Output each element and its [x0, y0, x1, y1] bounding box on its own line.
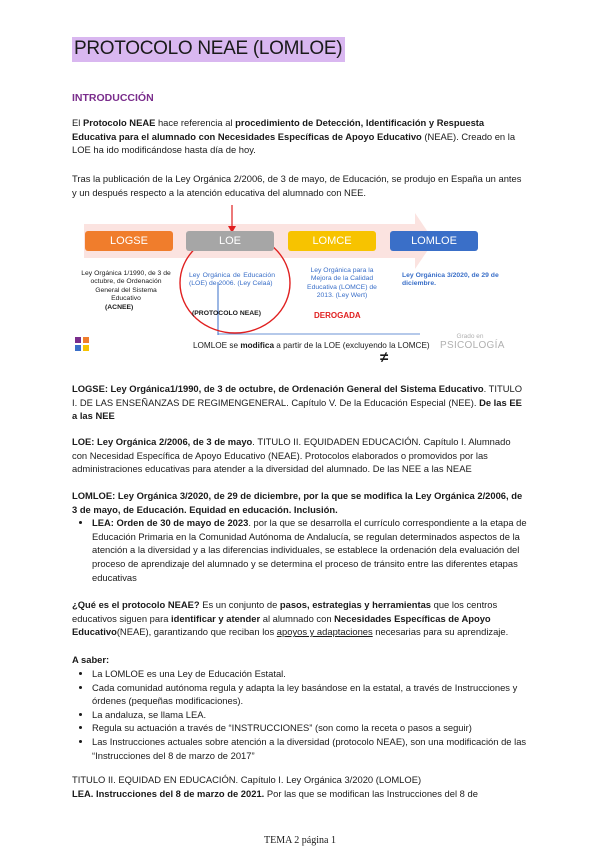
- law-box-loe: LOE: [186, 231, 274, 251]
- lomce-description: Ley Orgánica para la Mejora de la Calidad Educativa (LOMCE) de 2013. (Ley Wert): [307, 267, 377, 300]
- law-box-lomce: LOMCE: [288, 231, 376, 251]
- list-item: • Las Instrucciones actuales sobre atención a la diversidad (protocolo NEAE), son una modificación de las “Instrucciones del 8 de marzo de 2017”: [92, 735, 528, 762]
- lomloe-paragraph: LOMLOE: Ley Orgánica 3/2020, de 29 de diciembre, por la que se modifica la Ley Orgánica 2/2006, de 3 de mayo, de Educación. Equidad en educación. Inclusión. • LEA: Orden de 30 de mayo de 2023. por la que se desarrolla el currículo correspondiente a la etapa de Educación Primaria en la Comunidad Autónoma de Andalucía, se regulan determinados aspectos de la atención a la diversidad y a las diferencias individuales, se establece la ordenación dela evaluación del proceso de aprendizaje del alumnado y se determina el proceso de tránsito entre las diferentes etapas educativas: [72, 489, 528, 584]
- list-item: • Regula su actuación a través de “INSTRUCCIONES” (son como la receta o pasos a seguir): [92, 721, 528, 735]
- que-es-paragraph: ¿Qué es el protocolo NEAE? Es un conjunto de pasos, estrategias y herramientas que los centros educativos siguen para identificar y atender al alumnado con Necesidades Específicas de Apoyo Educativo(NEAE), garantizando que reciban los apoyos y adaptaciones necesarias para su aprendizaje.: [72, 599, 509, 638]
- brand-watermark: Grado en PSICOLOGÍA: [440, 333, 505, 351]
- lea-instructions-line: LEA. Instrucciones del 8 de marzo de 2021. Por las que se modifican las Instrucciones del 8 de: [72, 788, 478, 799]
- list-item: • La LOMLOE es una Ley de Educación Estatal.: [92, 667, 528, 681]
- logo-icon: [74, 336, 90, 354]
- logse-tag: (ACNEE): [105, 304, 134, 311]
- section-heading-intro: INTRODUCCIÓN: [72, 92, 154, 104]
- list-item: • La andaluza, se llama LEA.: [92, 708, 528, 722]
- intro-paragraph: El Protocolo NEAE hace referencia al procedimiento de Detección, Identificación y Respuesta Educativa para el alumnado con Necesidades Específicas de Apoyo Educativo (NEAE). Creado en la LOE ha ido modificándose hasta día de hoy.: [72, 117, 516, 156]
- context-paragraph: Tras la publicación de la Ley Orgánica 2/2006, de 3 de mayo, de Educación, se produjo en España un antes y un después respecto a la atención educativa del alumnado con NEE.: [72, 173, 522, 198]
- logse-description: Ley Orgánica 1/1990, de 3 de octubre, de Ordenación General del Sistema Educativo: [81, 270, 171, 303]
- titulo-ii-line: TITULO II. EQUIDAD EN EDUCACIÓN. Capítulo I. Ley Orgánica 3/2020 (LOMLOE): [72, 774, 422, 785]
- loe-tag: (PROTOCOLO NEAE): [192, 310, 261, 317]
- diagram-note: LOMLOE se modifica a partir de la LOE (excluyendo la LOMCE): [193, 341, 430, 350]
- loe-description: Ley Orgánica de Educación (LOE) de 2006. (Ley Celaá): [189, 272, 275, 288]
- logse-paragraph: LOGSE: Ley Orgánica1/1990, de 3 de octubre, de Ordenación General del Sistema Educativo. TITULO I. DE LAS ENSEÑANZAS DE REGIMENGENERAL. Capítulo V. De la Educación Especial (NEE). De las EE a las NEE: [72, 383, 522, 422]
- lomloe-description: Ley Orgánica 3/2020, de 29 de diciembre.: [402, 272, 499, 288]
- list-item: • LEA: Orden de 30 de mayo de 2023. por la que se desarrolla el currículo correspondiente a la etapa de Educación Primaria en la Comunidad Autónoma de Andalucía, se regulan determinados aspectos de la atención a la diversidad y a las diferencias individuales, se establece la ordenación dela evaluación del proceso de aprendizaje del alumnado y se determina el proceso de tránsito entre las diferentes etapas educativas: [92, 516, 528, 584]
- loe-paragraph: LOE: Ley Orgánica 2/2006, de 3 de mayo. TITULO II. EQUIDADEN EDUCACIÓN. Capítulo I. Alumnado con Necesidad Específica de Apoyo Educativo (NEAE). Protocolos elaborados o promovidos por las administraciones educativas para atender a la diversidad del alumnado. De las NEE a las NEAE: [72, 436, 511, 475]
- law-box-lomloe: LOMLOE: [390, 231, 478, 251]
- page-title: PROTOCOLO NEAE (LOMLOE): [72, 37, 345, 62]
- bullet-list: [72, 667, 528, 762]
- list-item: • Cada comunidad autónoma regula y adapta la ley basándose en la estatal, a través de Instrucciones y órdenes (pequeñas modificaciones).: [92, 681, 528, 708]
- not-equal-symbol: ≠: [380, 349, 389, 366]
- a-saber-label: A saber:: [72, 654, 110, 665]
- law-box-logse: LOGSE: [85, 231, 173, 251]
- lomce-tag: DEROGADA: [314, 311, 361, 320]
- page-footer: TEMA 2 página 1: [264, 835, 336, 846]
